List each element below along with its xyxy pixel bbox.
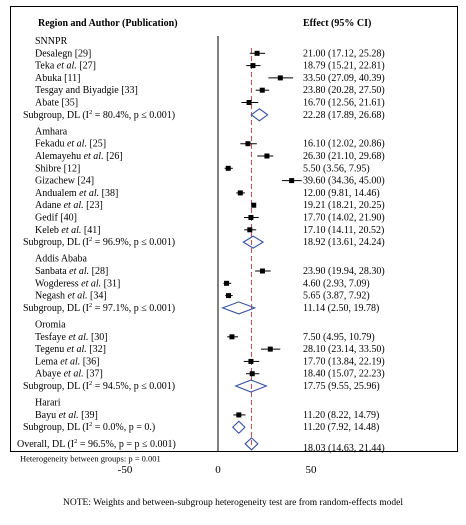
study-label: Bayu et al. [39] bbox=[35, 409, 98, 421]
study-label: Tesfaye et al. [30] bbox=[35, 331, 108, 343]
point-estimate bbox=[248, 359, 253, 364]
overall-ci-text: 18.03 (14.63, 21.44) bbox=[303, 442, 385, 454]
x-tick-label: 0 bbox=[215, 464, 221, 476]
study-ci-text: 19.21 (18.21, 20.25) bbox=[303, 200, 385, 212]
point-estimate bbox=[236, 412, 241, 417]
study-ci-text: 5.65 (3.87, 7.92) bbox=[303, 290, 370, 302]
group-heading: SNNPR bbox=[35, 36, 68, 47]
subgroup-ci-text: 11.14 (2.50, 19.78) bbox=[303, 302, 380, 314]
header-left: Region and Author (Publication) bbox=[38, 18, 178, 29]
point-estimate bbox=[289, 178, 294, 183]
group-heading: Oromia bbox=[35, 319, 66, 331]
point-estimate bbox=[226, 166, 231, 171]
pooled-diamond bbox=[223, 302, 255, 314]
study-label: Fekadu et al. [25] bbox=[35, 138, 107, 150]
study-ci-text: 18.79 (15.21, 22.81) bbox=[303, 60, 385, 72]
study-label: Andualem et al. [38] bbox=[35, 187, 119, 199]
study-ci-text: 12.00 (9.81, 14.46) bbox=[303, 187, 380, 199]
subgroup-label: Subgroup, DL ($I^2 = 80.4\%$, p ≤ 0.001) bbox=[23, 108, 176, 121]
study-ci-text: 16.70 (12.56, 21.61) bbox=[303, 97, 385, 109]
overall-label: Overall, DL ($I^2 = 96.5\%$, p = p ≤ 0.001) bbox=[17, 437, 176, 450]
study-label: Abuka [11] bbox=[35, 72, 81, 84]
study-ci-text: 21.00 (17.12, 25.28) bbox=[303, 48, 385, 60]
study-label: Abate [35] bbox=[35, 97, 79, 109]
point-estimate bbox=[250, 371, 255, 376]
study-label: Tesgay and Biyadgie [33] bbox=[35, 85, 138, 97]
point-estimate bbox=[248, 215, 253, 220]
study-label: Alemayehu et al. [26] bbox=[35, 151, 123, 163]
subgroup-ci-text: 11.20 (7.92, 14.48) bbox=[303, 422, 380, 434]
study-label: Adane et al. [23] bbox=[35, 200, 103, 212]
point-estimate bbox=[268, 347, 273, 352]
study-ci-text: 4.60 (2.93, 7.09) bbox=[303, 278, 370, 290]
x-tick-label: 50 bbox=[305, 464, 317, 476]
study-label: Wogderess et al. [31] bbox=[35, 278, 121, 290]
point-estimate bbox=[238, 190, 243, 195]
study-ci-text: 7.50 (4.95, 10.79) bbox=[303, 331, 375, 343]
group-heading: Amhara bbox=[35, 126, 68, 138]
study-ci-text: 26.30 (21.10, 29.68) bbox=[303, 151, 385, 163]
point-estimate bbox=[251, 203, 256, 208]
study-ci-text: 23.80 (20.28, 27.50) bbox=[303, 85, 385, 97]
point-estimate bbox=[255, 51, 260, 56]
subgroup-ci-text: 22.28 (17.89, 26.68) bbox=[303, 109, 385, 121]
pooled-diamond bbox=[251, 109, 267, 121]
subgroup-ci-text: 18.92 (13.61, 24.24) bbox=[303, 237, 385, 249]
subgroup-label: Subgroup, DL ($I^2 = 0.0\%$, p = 0.) bbox=[23, 421, 156, 434]
study-label: Gizachew [24] bbox=[35, 175, 95, 187]
header-right: Effect (95% CI) bbox=[303, 18, 372, 29]
study-label: Negash et al. [34] bbox=[35, 290, 107, 302]
study-label: Lema et al. [36] bbox=[35, 356, 100, 368]
study-ci-text: 33.50 (27.09, 40.39) bbox=[303, 72, 385, 84]
point-estimate bbox=[229, 334, 234, 339]
point-estimate bbox=[226, 293, 231, 298]
point-estimate bbox=[250, 63, 255, 68]
study-ci-text: 17.10 (14.11, 20.52) bbox=[303, 224, 385, 236]
study-label: Shibre [12] bbox=[35, 163, 81, 175]
study-ci-text: 11.20 (8.22, 14.79) bbox=[303, 409, 380, 421]
subgroup-label: Subgroup, DL ($I^2 = 96.9\%$, p ≤ 0.001) bbox=[23, 236, 176, 249]
pooled-diamond bbox=[233, 421, 245, 433]
pooled-diamond bbox=[243, 236, 263, 248]
group-heading: Addis Ababa bbox=[35, 253, 87, 265]
study-label: Teka et al. [27] bbox=[35, 60, 96, 72]
study-label: Gedif [40] bbox=[35, 212, 77, 224]
point-estimate bbox=[278, 75, 283, 80]
heterogeneity-text: Heterogeneity between groups: p = 0.001 bbox=[20, 453, 161, 464]
point-estimate bbox=[247, 100, 252, 105]
study-ci-text: 16.10 (12.02, 20.86) bbox=[303, 138, 385, 150]
point-estimate bbox=[260, 269, 265, 274]
subgroup-label: Subgroup, DL ($I^2 = 94.5\%$, p ≤ 0.001) bbox=[23, 380, 176, 393]
point-estimate bbox=[264, 154, 269, 159]
study-label: Tegenu et al. [32] bbox=[35, 344, 106, 356]
study-ci-text: 18.40 (15.07, 22.23) bbox=[303, 368, 385, 380]
study-ci-text: 39.60 (34.36, 45.00) bbox=[303, 175, 385, 187]
study-label: Abaye et al. [37] bbox=[35, 368, 103, 380]
study-label: Keleb et al. [41] bbox=[35, 224, 101, 236]
point-estimate bbox=[245, 141, 250, 146]
x-tick-label: -50 bbox=[117, 464, 133, 476]
point-estimate bbox=[247, 227, 252, 232]
study-label: Desalegn [29] bbox=[35, 48, 92, 60]
study-ci-text: 17.70 (14.02, 21.90) bbox=[303, 212, 385, 224]
study-ci-text: 23.90 (19.94, 28.30) bbox=[303, 266, 385, 278]
point-estimate bbox=[224, 281, 229, 286]
footnote: NOTE: Weights and between-subgroup heterogeneity test are from random-effects model bbox=[63, 498, 403, 508]
subgroup-ci-text: 17.75 (9.55, 25.96) bbox=[303, 381, 380, 393]
study-label: Sanbata et al. [28] bbox=[35, 266, 109, 278]
group-heading: Harari bbox=[35, 397, 61, 409]
study-ci-text: 28.10 (23.14, 33.50) bbox=[303, 344, 385, 356]
study-ci-text: 17.70 (13.84, 22.19) bbox=[303, 356, 385, 368]
study-ci-text: 5.50 (3.56, 7.95) bbox=[303, 163, 370, 175]
pooled-diamond bbox=[236, 380, 267, 392]
point-estimate bbox=[260, 88, 265, 93]
subgroup-label: Subgroup, DL ($I^2 = 97.1\%$, p ≤ 0.001) bbox=[23, 301, 176, 314]
